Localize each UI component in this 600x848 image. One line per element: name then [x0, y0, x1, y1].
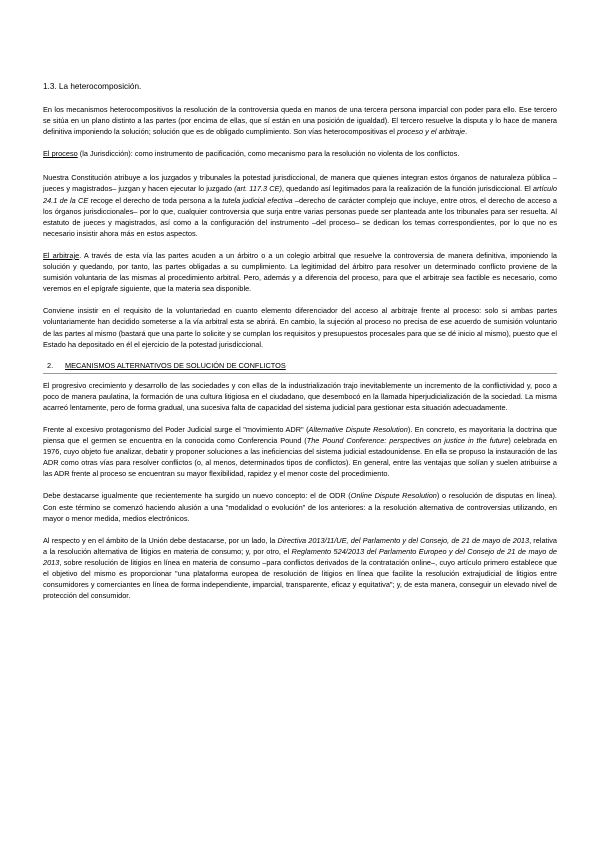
- paragraph-proceso: El proceso (la Jurisdicción): como instrumento de pacificación, como mecanismo para la resolución no violenta de los conflictos.: [43, 149, 460, 159]
- paragraph-odr: Debe destacarse igualmente que recientemente ha surgido un nuevo concepto: el de ODR (Online Dispute Resolution) o resolución de disputas en línea). Con este término se comenzó haciendo alusión a una "modalidad o evolución" de los anteriores: a la resolución alternativa de controversias utilizando, en mayor o menor medida, medios electrónicos.: [43, 491, 557, 523]
- term-el-proceso: El proceso: [43, 149, 78, 159]
- section-heading-1-3: 1.3. La heterocomposición.: [43, 82, 142, 91]
- document-page: [43, 82, 557, 601]
- section-heading-2: 2. MECANISMOS ALTERNATIVOS DE SOLUCIÓN DE CONFLICTOS: [47, 360, 286, 370]
- term-el-arbitraje: El arbitraje: [43, 250, 80, 260]
- paragraph-hiperjudicializacion: El progresivo crecimiento y desarrollo de las sociedades y con ellas de la industrialización trajo inevitablemente un incremento de la conflictividad y, poco a poco de manera paulatina, la formación de una cultura litigiosa en el ciudadano, que desembocó en la llamada hiperjudicialización de la sociedad. La misma acarreó lentamente, pero de forma gradual, una sucesiva falta de capacidad del sistema judicial para gestionar esta situación adecuadamente.: [43, 380, 557, 412]
- paragraph-movimiento-adr: Frente al excesivo protagonismo del Poder Judicial surge el "movimiento ADR" (Alternative Dispute Resolution). En concreto, es mayoritaria la doctrina que piensa que el germen se encuentra en la conocida como Conferencia Pound (The Pound Conference: perspectives on justice in the future) celebrada en 1976, cuyo objeto fue analizar, debatir y proponer soluciones a las ineficiencias del sistema judicial estadounidense. En ella se propuso la instauración de las ADR como otras vías para resolver conflictos (o, al menos, determinados tipos de conflictos). En general, entre las ventajas que solían y suelen atribuirse a las ADR frente al proceso se encuentran su mayor flexibilidad, rapidez y el menor coste del procedimiento.: [43, 424, 557, 479]
- paragraph-union-europea: Al respecto y en el ámbito de la Unión debe destacarse, por un lado, la Directiva 2013/11/UE, del Parlamento y del Consejo, de 21 de mayo de 2013, relativa a la resolución alternativa de litigios en materia de consumo; y, por otro, el Reglamento 524/2013 del Parlamento Europeo y del Consejo de 21 de mayo de 2013, sobre resolución de litigios en línea en materia de consumo –para conflictos derivados de la contratación online–, cuyo artículo primero establece que el objetivo del mismo es proporcionar "una plataforma europea de resolución de litigios en línea que facilite la resolución extrajudicial de litigios entre consumidores y comerciantes en línea de forma independiente, imparcial, transparente, eficaz y equitativa"; y, de esta manera, conseguir un elevado nivel de protección del consumidor.: [43, 535, 557, 601]
- paragraph-constitucion: Nuestra Constitución atribuye a los juzgados y tribunales la potestad jurisdiccional, de manera que quienes integran estos órganos de naturaleza pública –jueces y magistrados– juzgan y hacen ejecutar lo juzgado (art. 117.3 CE), quedando así legitimados para la realización de la función jurisdiccional. El artículo 24.1 de la CE recoge el derecho de toda persona a la tutela judicial efectiva –derecho de carácter complejo que incluye, entre otros, el derecho de acceso a los órganos jurisdiccionales– por lo que, cualquier controversia que surja entre varias personas puede ser planteada ante los tribunales para ser resuelta. Al estatuto de jueces y magistrados, así como a la configuración del instrumento –del proceso– se dedican los temas correspondientes, por lo que no es necesario insistir ahora más en estos aspectos.: [43, 173, 558, 238]
- section-divider: [43, 373, 557, 374]
- paragraph-arbitraje: El arbitraje. A través de esta vía las partes acuden a un árbitro o a un colegio arbitral que resuelve la controversia de manera definitiva, imponiendo la solución y quedando, por tanto, las partes obligadas a su cumplimiento. La legitimidad del árbitro para resolver un determinado conflicto proviene de la sumisión voluntaria de las mismas al procedimiento arbitral. Pero, además y a diferencia del proceso, para que el arbitraje sea factible es necesario, como veremos en el epígrafe siguiente, que la materia sea disponible.: [43, 250, 557, 294]
- paragraph-voluntariedad: Conviene insistir en el requisito de la voluntariedad en cuanto elemento diferenciador del acceso al arbitraje frente al proceso: solo si ambas partes voluntariamente han decidido someterse a la vía arbitral esta se abrirá. En cambio, la sujeción al proceso no precisa de ese acuerdo de sumisión voluntario de las partes al mismo (bastará que una parte lo solicite y se cumplan los requisitos y presupuestos procesales para que se dé inicio al mismo), puesto que el Estado ha depositado en él el ejercicio de la potestad jurisdiccional.: [43, 306, 557, 349]
- paragraph-heterocomposition-intro: En los mecanismos heterocompositivos la resolución de la controversia queda en manos de una tercera persona imparcial con poder para ello. Ese tercero se sitúa en un plano distinto a las partes (por encima de ellas, que sí están en una posición de igualdad). El tercero resuelve la disputa y lo hace de manera definitiva imponiendo la solución; solución que es de obligado cumplimiento. Son vías heterocompositivas el proceso y el arbitraje.: [43, 105, 557, 137]
